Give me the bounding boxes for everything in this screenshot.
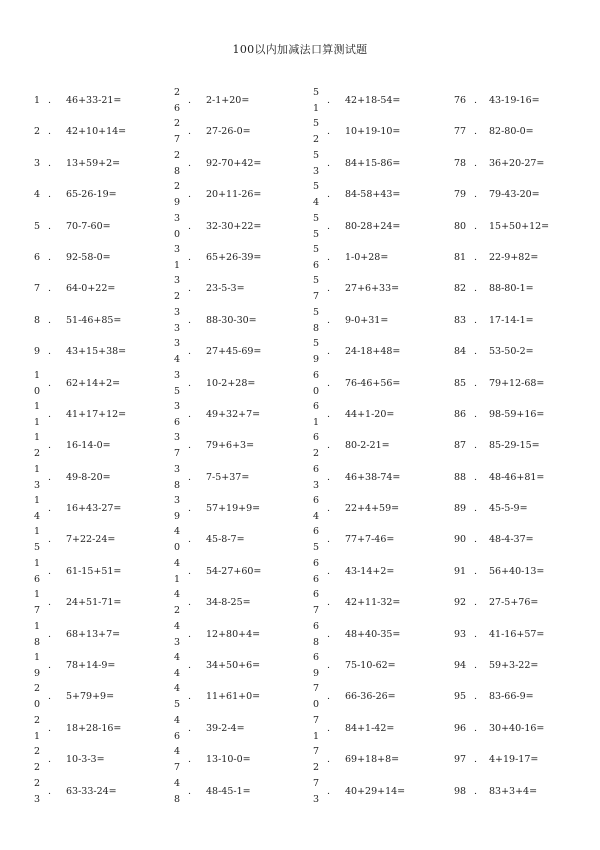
number-separator: . bbox=[188, 408, 192, 420]
problem-expression: 54-27+60= bbox=[206, 565, 262, 577]
problem-expression: 57+19+9= bbox=[206, 503, 261, 515]
problem-row: 2 2 . 10-3-3= 4 7 . 13-10-0= 7 2 . 69+18+8= 97 . 4+19-17= bbox=[34, 746, 539, 774]
number-separator: . bbox=[188, 503, 192, 515]
number-separator: . bbox=[474, 189, 478, 201]
problem-expression: 51-46+85= bbox=[66, 314, 122, 326]
problem-expression: 16+43-27= bbox=[66, 503, 122, 515]
number-separator: . bbox=[327, 314, 331, 326]
number-separator: . bbox=[48, 157, 52, 169]
number-separator: . bbox=[327, 440, 331, 452]
number-separator: . bbox=[48, 95, 52, 106]
number-separator: . bbox=[48, 722, 52, 734]
problem-row: 1 2 . 16-14-0= 3 7 . 79+6+3= 6 2 . 80-2-21= 87 . 85-29-15= bbox=[34, 432, 540, 460]
number-separator: . bbox=[327, 691, 331, 703]
number-separator: . bbox=[474, 534, 478, 546]
number-separator: . bbox=[188, 565, 192, 577]
problem-expression: 9-0+31= bbox=[345, 314, 389, 326]
number-separator: . bbox=[474, 440, 478, 452]
problem-expression: 85-29-15= bbox=[489, 440, 540, 452]
number-separator: . bbox=[327, 503, 331, 515]
problem-expression: 45-8-7= bbox=[206, 534, 245, 546]
number-separator: . bbox=[327, 565, 331, 577]
number-separator: . bbox=[188, 597, 192, 609]
problem-expression: 53-50-2= bbox=[489, 346, 534, 358]
problem-expression: 61-15+51= bbox=[66, 565, 122, 577]
number-separator: . bbox=[474, 283, 478, 295]
problem-expression: 70-7-60= bbox=[66, 220, 111, 232]
problem-expression: 42+18-54= bbox=[345, 95, 401, 106]
number-separator: . bbox=[474, 346, 478, 358]
problem-expression: 48-45-1= bbox=[206, 785, 251, 797]
number-separator: . bbox=[188, 220, 192, 232]
number-separator: . bbox=[48, 189, 52, 201]
problem-expression: 83+3+4= bbox=[489, 785, 538, 797]
problem-expression: 41+17+12= bbox=[66, 408, 127, 420]
problem-expression: 59+3-22= bbox=[489, 660, 539, 672]
number-separator: . bbox=[327, 660, 331, 672]
number-separator: . bbox=[48, 785, 52, 797]
number-separator: . bbox=[188, 283, 192, 295]
problem-expression: 65-26-19= bbox=[66, 189, 117, 201]
number-separator: . bbox=[48, 597, 52, 609]
number-separator: . bbox=[188, 251, 192, 263]
number-separator: . bbox=[188, 189, 192, 201]
problem-expression: 16-14-0= bbox=[66, 440, 111, 452]
number-separator: . bbox=[48, 251, 52, 263]
problem-expression: 5+79+9= bbox=[66, 691, 115, 703]
number-separator: . bbox=[474, 722, 478, 734]
problem-expression: 27+6+33= bbox=[345, 283, 400, 295]
number-separator: . bbox=[188, 346, 192, 358]
problem-expression: 63-33-24= bbox=[66, 785, 117, 797]
number-separator: . bbox=[48, 440, 52, 452]
problem-expression: 98-59+16= bbox=[489, 408, 545, 420]
number-separator: . bbox=[327, 346, 331, 358]
problem-row: 1 . 46+33-21= 2 6 . 2-1+20= 5 1 . 42+18-54= 76 . 43-19-16= bbox=[34, 87, 540, 114]
number-separator: . bbox=[474, 220, 478, 232]
number-separator: . bbox=[327, 377, 331, 389]
problem-row: 2 1 . 18+28-16= 4 6 . 39-2-4= 7 1 . 84+1-42= 96 . 30+40-16= bbox=[34, 714, 545, 742]
number-separator: . bbox=[48, 754, 52, 766]
number-separator: . bbox=[48, 660, 52, 672]
problem-expression: 10+19-10= bbox=[345, 126, 401, 138]
problem-expression: 43-19-16= bbox=[489, 95, 540, 106]
problem-expression: 56+40-13= bbox=[489, 565, 545, 577]
problem-row: 3 . 13+59+2= 2 8 . 92-70+42= 5 3 . 84+15-86= 78 . 36+20-27= bbox=[34, 149, 545, 177]
number-separator: . bbox=[188, 660, 192, 672]
number-separator: . bbox=[327, 251, 331, 263]
problem-row: 1 4 . 16+43-27= 3 9 . 57+19+9= 6 4 . 22+4+59= 89 . 45-5-9= bbox=[34, 495, 528, 523]
problem-row: 6 . 92-58-0= 3 1 . 65+26-39= 5 6 . 1-0+28= 81 . 22-9+82= bbox=[34, 243, 539, 271]
problem-row: 4 . 65-26-19= 2 9 . 20+11-26= 5 4 . 84-58+43= 79 . 79-43-20= bbox=[34, 181, 540, 209]
problem-expression: 83-66-9= bbox=[489, 691, 534, 703]
number-separator: . bbox=[474, 408, 478, 420]
number-separator: . bbox=[327, 597, 331, 609]
problem-expression: 7-5+37= bbox=[206, 471, 250, 483]
problem-expression: 39-2-4= bbox=[206, 722, 245, 734]
number-separator: . bbox=[188, 377, 192, 389]
problem-expression: 7+22-24= bbox=[66, 534, 116, 546]
number-separator: . bbox=[48, 126, 52, 138]
number-separator: . bbox=[474, 377, 478, 389]
problem-row: 1 1 . 41+17+12= 3 6 . 49+32+7= 6 1 . 44+1-20= 86 . 98-59+16= bbox=[34, 400, 545, 428]
number-separator: . bbox=[48, 503, 52, 515]
number-separator: . bbox=[188, 126, 192, 138]
problem-expression: 62+14+2= bbox=[66, 377, 121, 389]
number-separator: . bbox=[327, 283, 331, 295]
problem-expression: 34+50+6= bbox=[206, 660, 261, 672]
number-separator: . bbox=[188, 314, 192, 326]
number-separator: . bbox=[48, 283, 52, 295]
problem-expression: 48-4-37= bbox=[489, 534, 534, 546]
problem-row: 1 8 . 68+13+7= 4 3 . 12+80+4= 6 8 . 48+40-35= 93 . 41-16+57= bbox=[34, 620, 545, 648]
number-separator: . bbox=[327, 189, 331, 201]
number-separator: . bbox=[474, 754, 478, 766]
number-separator: . bbox=[327, 785, 331, 797]
problem-expression: 11+61+0= bbox=[206, 691, 261, 703]
number-separator: . bbox=[474, 314, 478, 326]
problem-expression: 49+32+7= bbox=[206, 408, 261, 420]
problem-row: 1 3 . 49-8-20= 3 8 . 7-5+37= 6 3 . 46+38-74= 88 . 48-46+81= bbox=[34, 463, 545, 491]
problem-expression: 22+4+59= bbox=[345, 503, 400, 515]
problem-row: 1 5 . 7+22-24= 4 0 . 45-8-7= 6 5 . 77+7-46= 90 . 48-4-37= bbox=[34, 526, 534, 554]
problem-row: 1 7 . 24+51-71= 4 2 . 34-8-25= 6 7 . 42+11-32= 92 . 27-5+76= bbox=[34, 589, 539, 617]
problem-expression: 92-70+42= bbox=[206, 157, 262, 169]
problem-expression: 13-10-0= bbox=[206, 754, 251, 766]
problem-expression: 23-5-3= bbox=[206, 283, 245, 295]
problem-expression: 22-9+82= bbox=[489, 251, 539, 263]
problem-expression: 2-1+20= bbox=[206, 95, 250, 106]
number-separator: . bbox=[48, 220, 52, 232]
problem-expression: 43-14+2= bbox=[345, 565, 395, 577]
problem-expression: 1-0+28= bbox=[345, 251, 389, 263]
number-separator: . bbox=[48, 628, 52, 640]
problem-grid bbox=[0, 88, 600, 810]
problem-expression: 27+45-69= bbox=[206, 346, 262, 358]
number-separator: . bbox=[188, 440, 192, 452]
number-separator: . bbox=[188, 722, 192, 734]
number-separator: . bbox=[48, 408, 52, 420]
problem-expression: 45-5-9= bbox=[489, 503, 528, 515]
problem-expression: 41-16+57= bbox=[489, 628, 545, 640]
problem-expression: 92-58-0= bbox=[66, 251, 111, 263]
problem-expression: 20+11-26= bbox=[206, 189, 262, 201]
problem-expression: 65+26-39= bbox=[206, 251, 262, 263]
problem-expression: 84+1-42= bbox=[345, 722, 395, 734]
problem-row: 1 6 . 61-15+51= 4 1 . 54-27+60= 6 6 . 43-14+2= 91 . 56+40-13= bbox=[34, 557, 545, 585]
problem-expression: 79+6+3= bbox=[206, 440, 255, 452]
problem-expression: 82-80-0= bbox=[489, 126, 534, 138]
problem-expression: 76-46+56= bbox=[345, 377, 401, 389]
number-separator: . bbox=[48, 346, 52, 358]
problem-expression: 84-58+43= bbox=[345, 189, 401, 201]
number-separator: . bbox=[188, 534, 192, 546]
number-separator: . bbox=[48, 565, 52, 577]
number-separator: . bbox=[188, 471, 192, 483]
number-separator: . bbox=[474, 785, 478, 797]
problem-row: 8 . 51-46+85= 3 3 . 88-30-30= 5 8 . 9-0+31= 83 . 17-14-1= bbox=[34, 306, 534, 334]
number-separator: . bbox=[327, 754, 331, 766]
problem-expression: 49-8-20= bbox=[66, 471, 111, 483]
problem-expression: 10-3-3= bbox=[66, 754, 105, 766]
number-separator: . bbox=[327, 126, 331, 138]
problem-expression: 27-26-0= bbox=[206, 126, 251, 138]
number-separator: . bbox=[327, 157, 331, 169]
problem-expression: 12+80+4= bbox=[206, 628, 261, 640]
number-separator: . bbox=[327, 722, 331, 734]
problem-expression: 24+51-71= bbox=[66, 597, 122, 609]
problem-expression: 48-46+81= bbox=[489, 471, 545, 483]
problem-row: 1 0 . 62+14+2= 3 5 . 10-2+28= 6 0 . 76-46+56= 85 . 79+12-68= bbox=[34, 369, 545, 397]
problem-expression: 24-18+48= bbox=[345, 346, 401, 358]
problem-expression: 43+15+38= bbox=[66, 346, 127, 358]
problem-expression: 84+15-86= bbox=[345, 157, 401, 169]
number-separator: . bbox=[474, 597, 478, 609]
problem-expression: 17-14-1= bbox=[489, 314, 534, 326]
problem-expression: 40+29+14= bbox=[345, 785, 406, 797]
problem-expression: 4+19-17= bbox=[489, 754, 539, 766]
number-separator: . bbox=[188, 157, 192, 169]
number-separator: . bbox=[327, 95, 331, 106]
number-separator: . bbox=[48, 377, 52, 389]
number-separator: . bbox=[188, 95, 192, 106]
number-separator: . bbox=[474, 565, 478, 577]
problem-expression: 32-30+22= bbox=[206, 220, 262, 232]
problem-expression: 42+10+14= bbox=[66, 126, 127, 138]
number-separator: . bbox=[474, 628, 478, 640]
number-separator: . bbox=[474, 157, 478, 169]
number-separator: . bbox=[327, 471, 331, 483]
number-separator: . bbox=[188, 628, 192, 640]
problem-expression: 66-36-26= bbox=[345, 691, 396, 703]
number-separator: . bbox=[48, 534, 52, 546]
problem-expression: 46+33-21= bbox=[66, 95, 122, 106]
number-separator: . bbox=[474, 251, 478, 263]
number-separator: . bbox=[474, 126, 478, 138]
problem-expression: 30+40-16= bbox=[489, 722, 545, 734]
problem-expression: 15+50+12= bbox=[489, 220, 550, 232]
number-separator: . bbox=[474, 503, 478, 515]
problem-row: 2 3 . 63-33-24= 4 8 . 48-45-1= 7 3 . 40+29+14= 98 . 83+3+4= bbox=[34, 777, 538, 805]
number-separator: . bbox=[188, 691, 192, 703]
problem-row: 9 . 43+15+38= 3 4 . 27+45-69= 5 9 . 24-18+48= 84 . 53-50-2= bbox=[34, 338, 534, 366]
page-title: 100以内加减法口算测试题 bbox=[232, 43, 368, 56]
problem-expression: 18+28-16= bbox=[66, 722, 122, 734]
problem-expression: 13+59+2= bbox=[66, 157, 121, 169]
number-separator: . bbox=[474, 471, 478, 483]
problem-expression: 48+40-35= bbox=[345, 628, 401, 640]
number-separator: . bbox=[474, 691, 478, 703]
problem-expression: 69+18+8= bbox=[345, 754, 400, 766]
problem-expression: 78+14-9= bbox=[66, 660, 116, 672]
number-separator: . bbox=[48, 691, 52, 703]
problem-expression: 46+38-74= bbox=[345, 471, 401, 483]
number-separator: . bbox=[474, 660, 478, 672]
problem-row: 7 . 64-0+22= 3 2 . 23-5-3= 5 7 . 27+6+33= 82 . 88-80-1= bbox=[34, 275, 534, 303]
problem-expression: 75-10-62= bbox=[345, 660, 396, 672]
number-separator: . bbox=[327, 220, 331, 232]
number-separator: . bbox=[188, 754, 192, 766]
problem-expression: 44+1-20= bbox=[345, 408, 395, 420]
problem-expression: 80-2-21= bbox=[345, 440, 390, 452]
problem-expression: 77+7-46= bbox=[345, 534, 395, 546]
problem-expression: 36+20-27= bbox=[489, 157, 545, 169]
number-separator: . bbox=[188, 785, 192, 797]
problem-expression: 79+12-68= bbox=[489, 377, 545, 389]
problem-expression: 88-30-30= bbox=[206, 314, 257, 326]
problem-row: 2 . 42+10+14= 2 7 . 27-26-0= 5 2 . 10+19-10= 77 . 82-80-0= bbox=[34, 118, 534, 146]
problem-row: 2 0 . 5+79+9= 4 5 . 11+61+0= 7 0 . 66-36-26= 95 . 83-66-9= bbox=[34, 683, 534, 711]
problem-expression: 79-43-20= bbox=[489, 189, 540, 201]
problem-expression: 88-80-1= bbox=[489, 283, 534, 295]
number-separator: . bbox=[474, 95, 478, 106]
number-separator: . bbox=[327, 628, 331, 640]
problem-row: 5 . 70-7-60= 3 0 . 32-30+22= 5 5 . 80-28+24= 80 . 15+50+12= bbox=[34, 212, 550, 240]
problem-expression: 64-0+22= bbox=[66, 283, 116, 295]
number-separator: . bbox=[48, 471, 52, 483]
problem-row: 1 9 . 78+14-9= 4 4 . 34+50+6= 6 9 . 75-10-62= 94 . 59+3-22= bbox=[34, 652, 539, 680]
problem-expression: 10-2+28= bbox=[206, 377, 256, 389]
problem-expression: 80-28+24= bbox=[345, 220, 401, 232]
number-separator: . bbox=[327, 408, 331, 420]
number-separator: . bbox=[327, 534, 331, 546]
problem-expression: 27-5+76= bbox=[489, 597, 539, 609]
problem-expression: 42+11-32= bbox=[345, 597, 401, 609]
problem-expression: 68+13+7= bbox=[66, 628, 121, 640]
problem-expression: 34-8-25= bbox=[206, 597, 251, 609]
number-separator: . bbox=[48, 314, 52, 326]
